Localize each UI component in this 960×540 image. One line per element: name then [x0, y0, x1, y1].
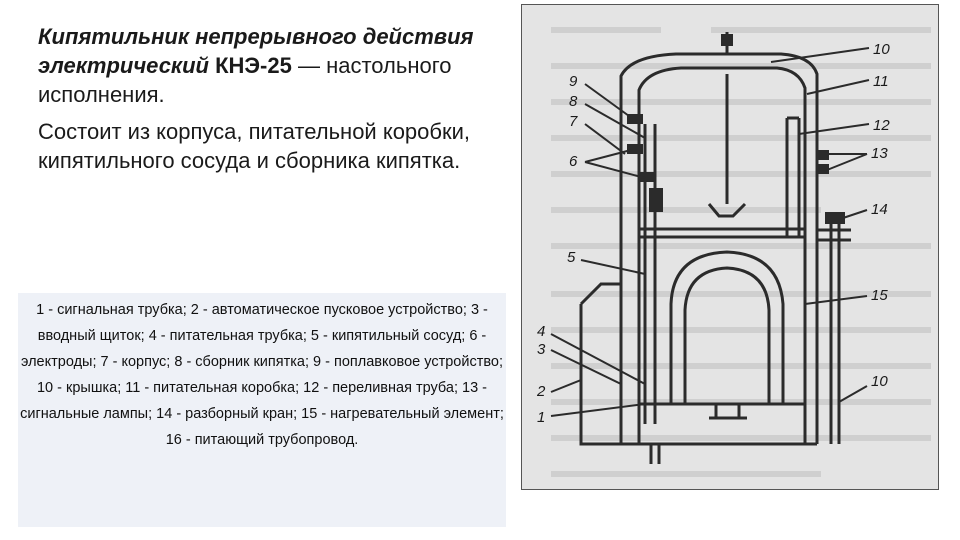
label-2: 2: [537, 383, 546, 400]
label-15: 15: [871, 287, 888, 304]
label-12: 12: [873, 117, 890, 134]
title-italic: Кипятильник непрерывного действия электрический: [38, 24, 474, 78]
diagram-figure: [521, 4, 939, 490]
label-6: 6: [569, 153, 578, 170]
drain-tap: [825, 212, 845, 224]
intro-description: Состоит из корпуса, питательной коробки, кипятильного сосуда и сборника кипятка.: [38, 119, 471, 173]
title-rest: — настольного исполнения.: [38, 53, 452, 107]
electrode-middle: [627, 144, 643, 154]
label-4: 4: [537, 323, 546, 340]
label-9: 9: [569, 73, 578, 90]
label-5: 5: [567, 249, 576, 266]
intro-block: [38, 22, 508, 183]
label-11: 11: [873, 73, 889, 90]
label-8: 8: [569, 93, 578, 110]
label-13: 13: [871, 145, 888, 162]
label-14: 14: [871, 201, 888, 218]
label-10-bottom: 10: [871, 373, 888, 390]
boiler-diagram: [521, 4, 939, 490]
intro-title: [38, 22, 508, 109]
label-3: 3: [537, 341, 546, 358]
label-1: 1: [537, 409, 546, 426]
float-cap: [721, 34, 733, 46]
inlet-fitting: [649, 188, 663, 212]
legend-text: 1 - сигнальная трубка; 2 - автоматическое пусковое устройство; 3 - вводный щиток; 4 - питательная трубка; 5 - кипятильный сосуд; 6 - электроды; 7 - корпус; 8 - сборник кипятка; 9 - поплавковое устройство; 10 - крышка; 11 - питательная коробка; 12 - переливная труба; 13 - сигнальные лампы; 14 - разборный кран; 15 - нагревательный элемент; 16 - питающий трубопровод.: [20, 302, 504, 448]
label-7: 7: [569, 113, 578, 130]
label-10-top: 10: [873, 41, 890, 58]
electrode-upper: [627, 114, 643, 124]
title-model: КНЭ-25: [208, 53, 292, 78]
legend-box: [18, 293, 506, 527]
